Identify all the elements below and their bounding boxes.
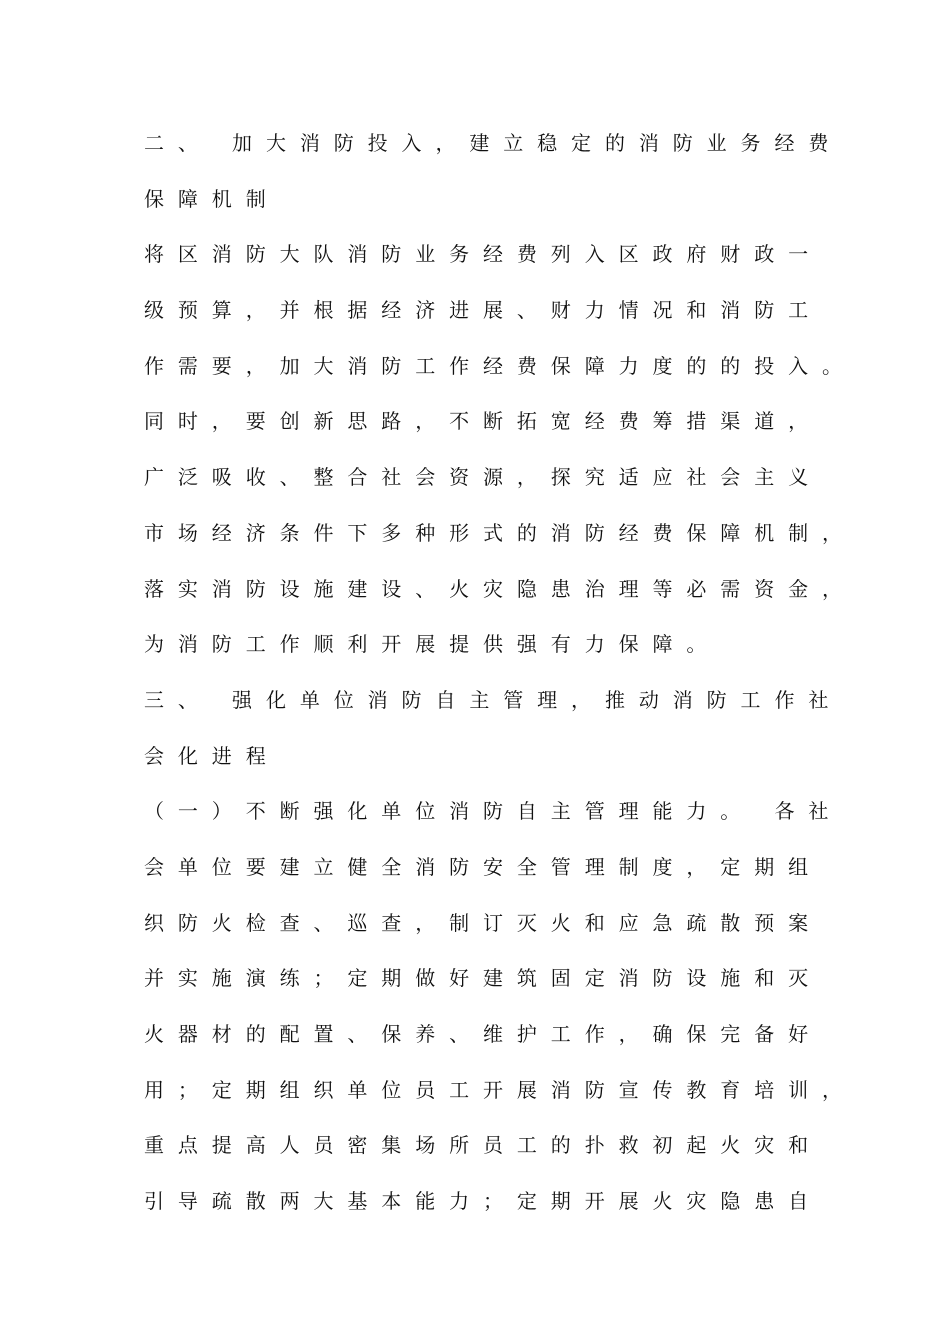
text-line: 并实施演练；定期做好建筑固定消防设施和灭: [144, 966, 822, 991]
text-line: 织防火检查、巡查，制订灭火和应急疏散预案: [144, 910, 822, 935]
text-line: 用；定期组织单位员工开展消防宣传教育培训，: [144, 1077, 856, 1102]
text-line: 三、 强化单位消防自主管理，推动消防工作社: [144, 687, 843, 712]
text-line: 引导疏散两大基本能力；定期开展火灾隐患自: [144, 1189, 822, 1214]
text-line: 市场经济条件下多种形式的消防经费保障机制，: [144, 520, 856, 545]
text-line: 为消防工作顺利开展提供强有力保障。: [144, 632, 721, 657]
text-line: 同时，要创新思路，不断拓宽经费筹措渠道，: [144, 409, 822, 434]
text-line: 落实消防设施建设、火灾隐患治理等必需资金，: [144, 576, 856, 601]
text-line: 火器材的配置、保养、维护工作，确保完备好: [144, 1022, 822, 1046]
text-line: 重点提高人员密集场所员工的扑救初起火灾和: [144, 1133, 822, 1158]
text-line: 二、 加大消防投入，建立稳定的消防业务经费: [144, 131, 843, 155]
text-line: 保障机制: [144, 186, 280, 211]
text-line: 作需要，加大消防工作经费保障力度的的投入。: [144, 353, 856, 378]
text-line: 将区消防大队消防业务经费列入区政府财政一: [144, 242, 822, 267]
text-line: （一）不断强化单位消防自主管理能力。 各社: [144, 799, 843, 824]
text-line: 级预算，并根据经济进展、财力情况和消防工: [144, 298, 822, 323]
document-body: [144, 116, 856, 1230]
text-line: 广泛吸收、整合社会资源，探究适应社会主义: [144, 465, 822, 490]
text-line: 会单位要建立健全消防安全管理制度，定期组: [144, 854, 822, 879]
text-line: 会化进程: [144, 743, 280, 768]
